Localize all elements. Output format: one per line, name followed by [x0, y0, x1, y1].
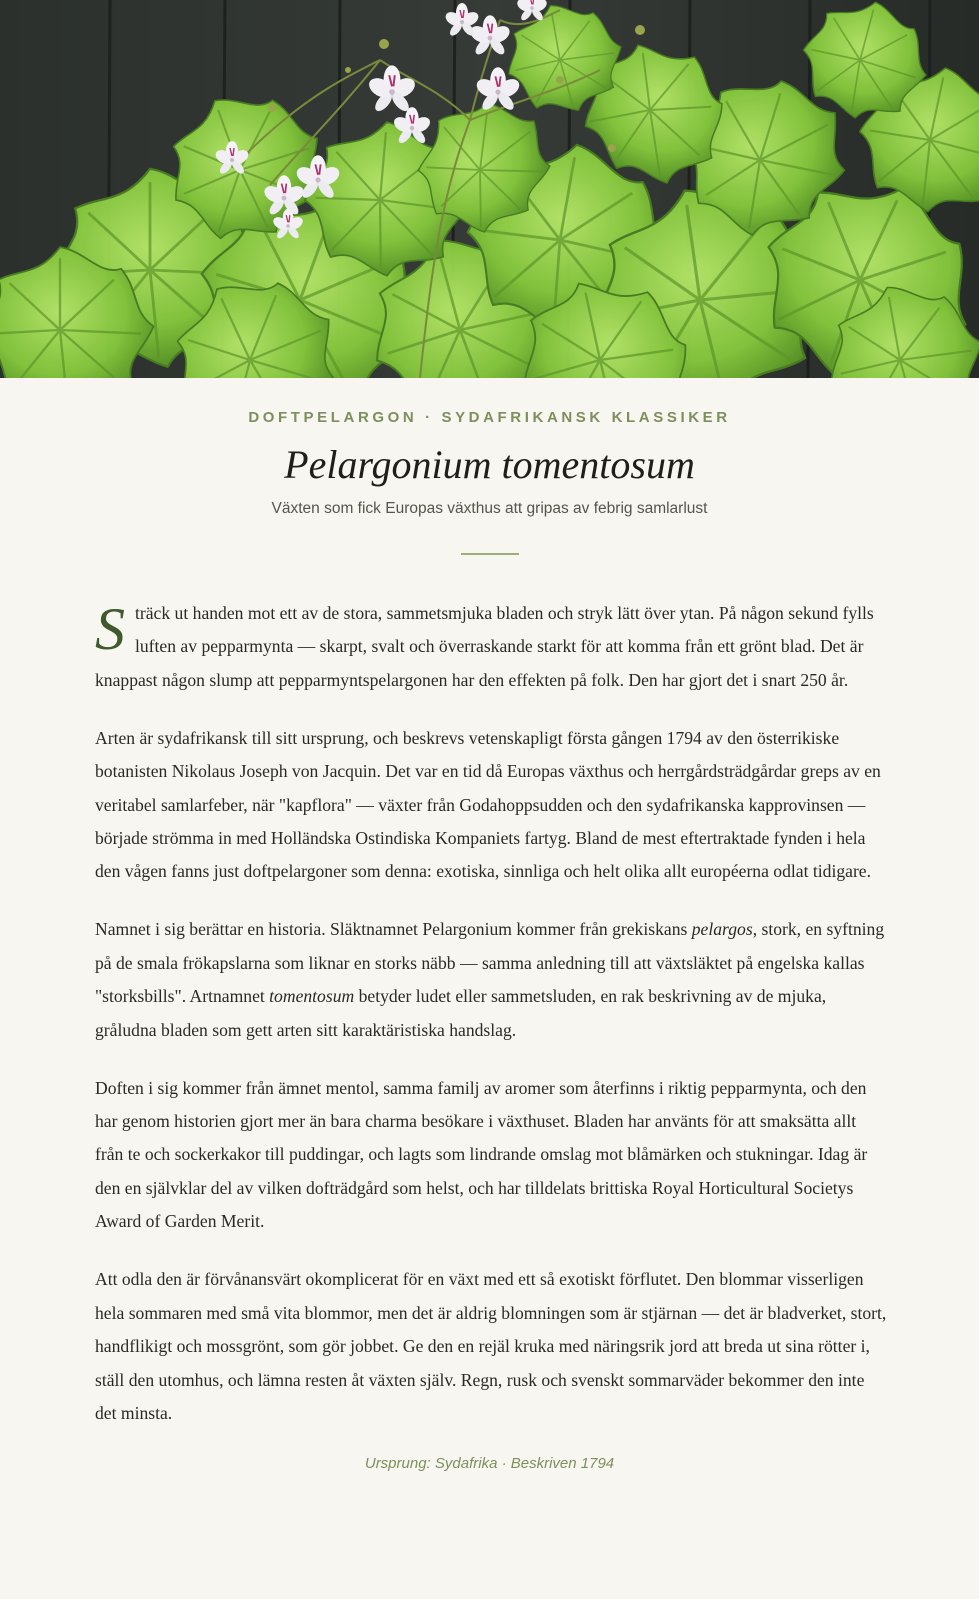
hero-image — [0, 0, 979, 378]
paragraph-name-part-a: Namnet i sig berättar en historia. Släktnamnet Pelargonium kommer från grekiskans — [95, 919, 692, 940]
paragraph-scent: Doften i sig kommer från ämnet mentol, samma familj av aromer som återfinns i riktig pepparmynta, och den har genom historien gjort mer än bara charma besökare i växthuset. Bladen har använts för att smaksätta allt från te och sockerkakor till puddingar, och lagts som lindrande omslag mot blåmärken och stukningar. Idag är den en självklar del av vilken dofträdgård som helst, och har tilldelats brittiska Royal Horticultural Societys Award of Garden Merit. — [95, 1077, 868, 1232]
paragraph-history: Arten är sydafrikansk till sitt ursprung, och beskrevs vetenskapligt första gången 1794 av den österrikiske botanisten Nikolaus Joseph von Jacquin. Det var en tid då Europas växthus och herrgårdsträdgårdar greps av en veritabel samlarfeber, när "kapflora" — växter från Godahoppsudden och den sydafrikanska kapprovinsen — började strömma in med Holländska Ostindiska Kompaniets fartyg. Bland de mest eftertraktade fynden i hela den vågen fanns just doftpelargoner som denna: exotiska, sinnliga och helt olika allt européerna odlat tidigare. — [95, 727, 881, 882]
term-pelargos: pelargos — [691, 919, 753, 940]
subtitle: Växten som fick Europas växthus att gripas av febrig samlarlust — [271, 500, 708, 517]
article-header — [0, 378, 979, 555]
paragraph-name-part-b: , stork, en syftning på de smala frökapslarna som liknar en storks näbb — samma anledning till att växtsläktet på engelska kallas "storksbills". Artnamnet — [95, 919, 885, 1007]
paragraph-intro-text: träck ut handen mot ett av de stora, sammetsmjuka bladen och stryk lätt över ytan. På någon sekund fylls luften av pepparmynta — skarpt, svalt och överraskande starkt för att komma från ett grönt blad. Det är knappast någon slump att pepparmyntspelargonen har den effekten på folk. Den har gjort det i snart 250 år. — [95, 603, 874, 690]
kicker: DOFTPELARGON · SYDAFRIKANSK KLASSIKER — [248, 409, 731, 426]
term-tomentosum: tomentosum — [269, 986, 355, 1007]
page-title: Pelargonium tomentosum — [284, 442, 695, 487]
paragraph-intro — [95, 597, 888, 697]
drop-cap: S — [95, 596, 125, 662]
paragraph-name — [95, 913, 888, 1047]
divider — [461, 553, 519, 555]
pelargonium-photo — [0, 0, 979, 378]
article-body — [95, 597, 888, 1430]
paragraph-cultivation: Att odla den är förvånansvärt okomplicerat för en växt med ett så exotiskt förflutet. Den blommar visserligen hela sommaren med små vita blommor, men det är aldrig blomningen som är stjärnan — det är bladverket, stort, handflikigt och mossgrönt, som gör jobbet. Ge den en rejäl kruka med näringsrik jord att breda ut sina rötter i, ställ den utomhus, och lämna resten åt växten själv. Regn, rusk och svenskt sommarväder bekommer den inte det minsta. — [95, 1269, 887, 1423]
footer-caption: Ursprung: Sydafrika · Beskriven 1794 — [364, 1454, 615, 1472]
paragraph-name-part-c: betyder ludet eller sammetsluden, en rak beskrivning av de mjuka, gråludna bladen som gett arten sitt karaktäristiska handslag. — [95, 986, 827, 1040]
